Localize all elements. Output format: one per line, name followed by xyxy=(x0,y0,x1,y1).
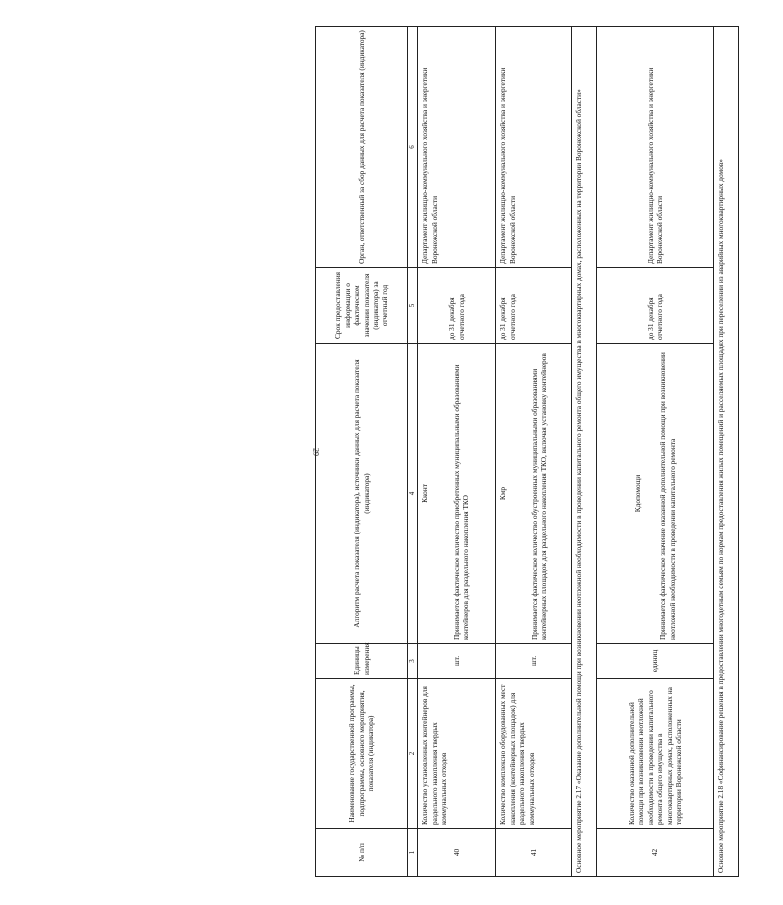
header-organ: Орган, ответственный за сбор данных для расчета показателя (индикатора) xyxy=(316,27,408,268)
indicator-name: Количество оказанной дополнительной помощи при возникновении неотложной необходимости в проведении капитального ремонта общего имущества в многоквартирных домах, расположенных на территории Воронежской области xyxy=(597,679,714,829)
table-row xyxy=(496,27,572,877)
page-number: 29 xyxy=(311,448,321,456)
indicators-table xyxy=(315,26,739,877)
formula-symbol: Кдопомощи xyxy=(632,474,642,513)
indicator-name: Количество установленных контейнеров для раздельного накопления твердых коммунальных отходов xyxy=(418,679,496,829)
unit: единиц xyxy=(597,644,714,679)
col-number: 6 xyxy=(408,27,418,268)
responsible-organ: Департамент жилищно-коммунального хозяйства и энергетики Воронежской области xyxy=(496,27,572,268)
deadline: до 31 декабря отчетного года xyxy=(597,268,714,344)
header-algorithm: Алгоритм расчета показателя (индикатора), источники данных для расчета показателя (индикатора) xyxy=(316,344,408,644)
algorithm-text: Принимается фактическое значение оказанной дополнительной помощи при возникновении неотложной необходимости в проведении капитального ремонта xyxy=(658,352,677,640)
section-title: Основное мероприятие 2.18 «Софинансирование решения в предоставлении многодетным семьям по нормам предоставления жилых помещений и расселяемых площадях при переселении из аварийных многоквартирных домов» xyxy=(714,27,739,877)
section-title: Основное мероприятие 2.17 «Оказание дополнительной помощи при возникновении неотложной необходимости в проведении капитального ремонта общего имущества в многоквартирных домах, расположенных на территории Воронежской области» xyxy=(572,27,597,877)
rotated-table-container xyxy=(315,27,783,877)
row-number: 42 xyxy=(597,829,714,877)
table-header-row xyxy=(316,27,408,877)
table-row xyxy=(418,27,496,877)
row-number: 41 xyxy=(496,829,572,877)
responsible-organ: Департамент жилищно-коммунального хозяйства и энергетики Воронежской области xyxy=(597,27,714,268)
formula-symbol: Кконт xyxy=(420,484,430,503)
algorithm-cell xyxy=(418,344,496,644)
unit: шт. xyxy=(496,644,572,679)
col-number: 5 xyxy=(408,268,418,344)
row-number: 40 xyxy=(418,829,496,877)
indicator-name: Количество комплексно оборудованных мест накопления (контейнерных площадок) для раздельного накопления твердых коммунальных отходов xyxy=(496,679,572,829)
table-row xyxy=(597,27,714,877)
header-number: № п/п xyxy=(316,829,408,877)
deadline: до 31 декабря отчетного года xyxy=(496,268,572,344)
col-number: 4 xyxy=(408,344,418,644)
deadline: до 31 декабря отчетного года xyxy=(418,268,496,344)
header-unit: Единицы измерения xyxy=(316,644,408,679)
column-number-row xyxy=(408,27,418,877)
section-row xyxy=(572,27,597,877)
algorithm-text: Принимается фактическое количество приобретенных муниципальными образованиями контейнеров для раздельного накопления ТКО xyxy=(451,364,471,640)
responsible-organ: Департамент жилищно-коммунального хозяйства и энергетики Воронежской области xyxy=(418,27,496,268)
formula-symbol: Кмр xyxy=(498,486,508,501)
col-number: 1 xyxy=(408,829,418,877)
col-number: 2 xyxy=(408,679,418,829)
header-name: Наименование государственной программы, подпрограммы, основного мероприятия, показателя (индикатора) xyxy=(316,679,408,829)
unit: шт. xyxy=(418,644,496,679)
header-deadline: Срок предоставления информации о фактическом значении показателя (индикатора) за отчетный год xyxy=(316,268,408,344)
algorithm-cell xyxy=(496,344,572,644)
col-number: 3 xyxy=(408,644,418,679)
section-row xyxy=(714,27,739,877)
algorithm-text: Принимается фактическое количество обустроенных муниципальными образованиями контейнерных площадок для раздельного накопления ТКО, включая установку контейнеров xyxy=(529,353,549,640)
algorithm-cell xyxy=(597,344,714,644)
